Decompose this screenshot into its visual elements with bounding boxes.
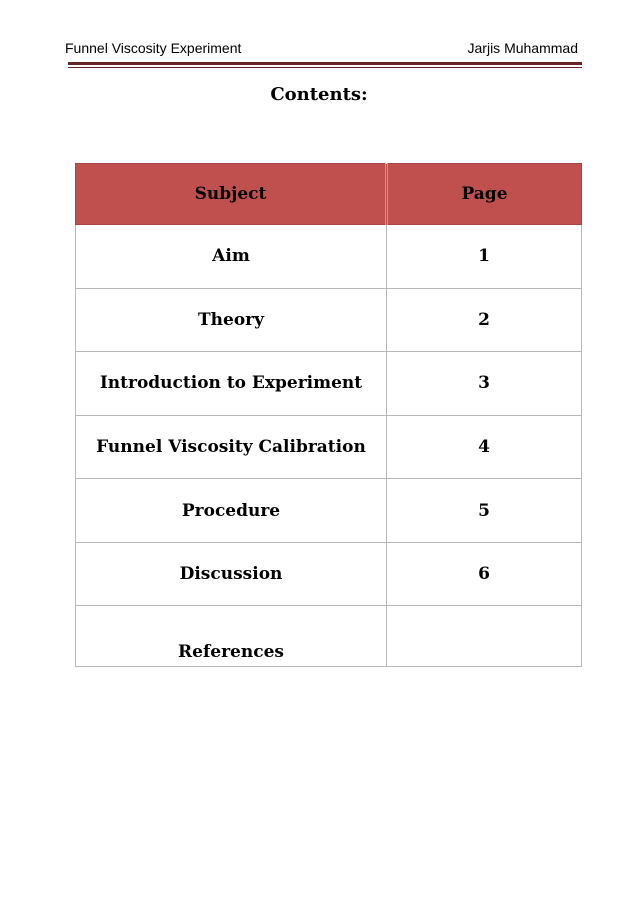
row-subject: References	[76, 606, 387, 667]
header-rule-thick	[68, 62, 582, 65]
page-title: Contents:	[270, 84, 368, 105]
row-subject: Procedure	[76, 479, 387, 543]
row-page: 4	[387, 415, 582, 479]
table-row	[76, 606, 582, 667]
header-author: Jarjis Muhammad	[467, 40, 578, 56]
column-header-subject: Subject	[76, 164, 387, 225]
table-row	[76, 479, 582, 543]
row-subject: Funnel Viscosity Calibration	[76, 415, 387, 479]
row-page	[387, 606, 582, 667]
table-header-row	[76, 164, 582, 225]
row-page: 6	[387, 542, 582, 606]
page-header	[64, 38, 580, 64]
row-subject: Introduction to Experiment	[76, 352, 387, 416]
row-subject: Aim	[76, 225, 387, 289]
row-page: 1	[387, 225, 582, 289]
row-page: 3	[387, 352, 582, 416]
table-row	[76, 225, 582, 289]
table-row	[76, 352, 582, 416]
table-row	[76, 288, 582, 352]
table-row	[76, 415, 582, 479]
row-page: 2	[387, 288, 582, 352]
row-subject: Theory	[76, 288, 387, 352]
contents-table	[75, 163, 582, 667]
row-subject: Discussion	[76, 542, 387, 606]
column-header-page: Page	[387, 164, 582, 225]
header-document-title: Funnel Viscosity Experiment	[65, 40, 242, 56]
table-row	[76, 542, 582, 606]
header-rule-thin	[68, 67, 582, 68]
row-page: 5	[387, 479, 582, 543]
